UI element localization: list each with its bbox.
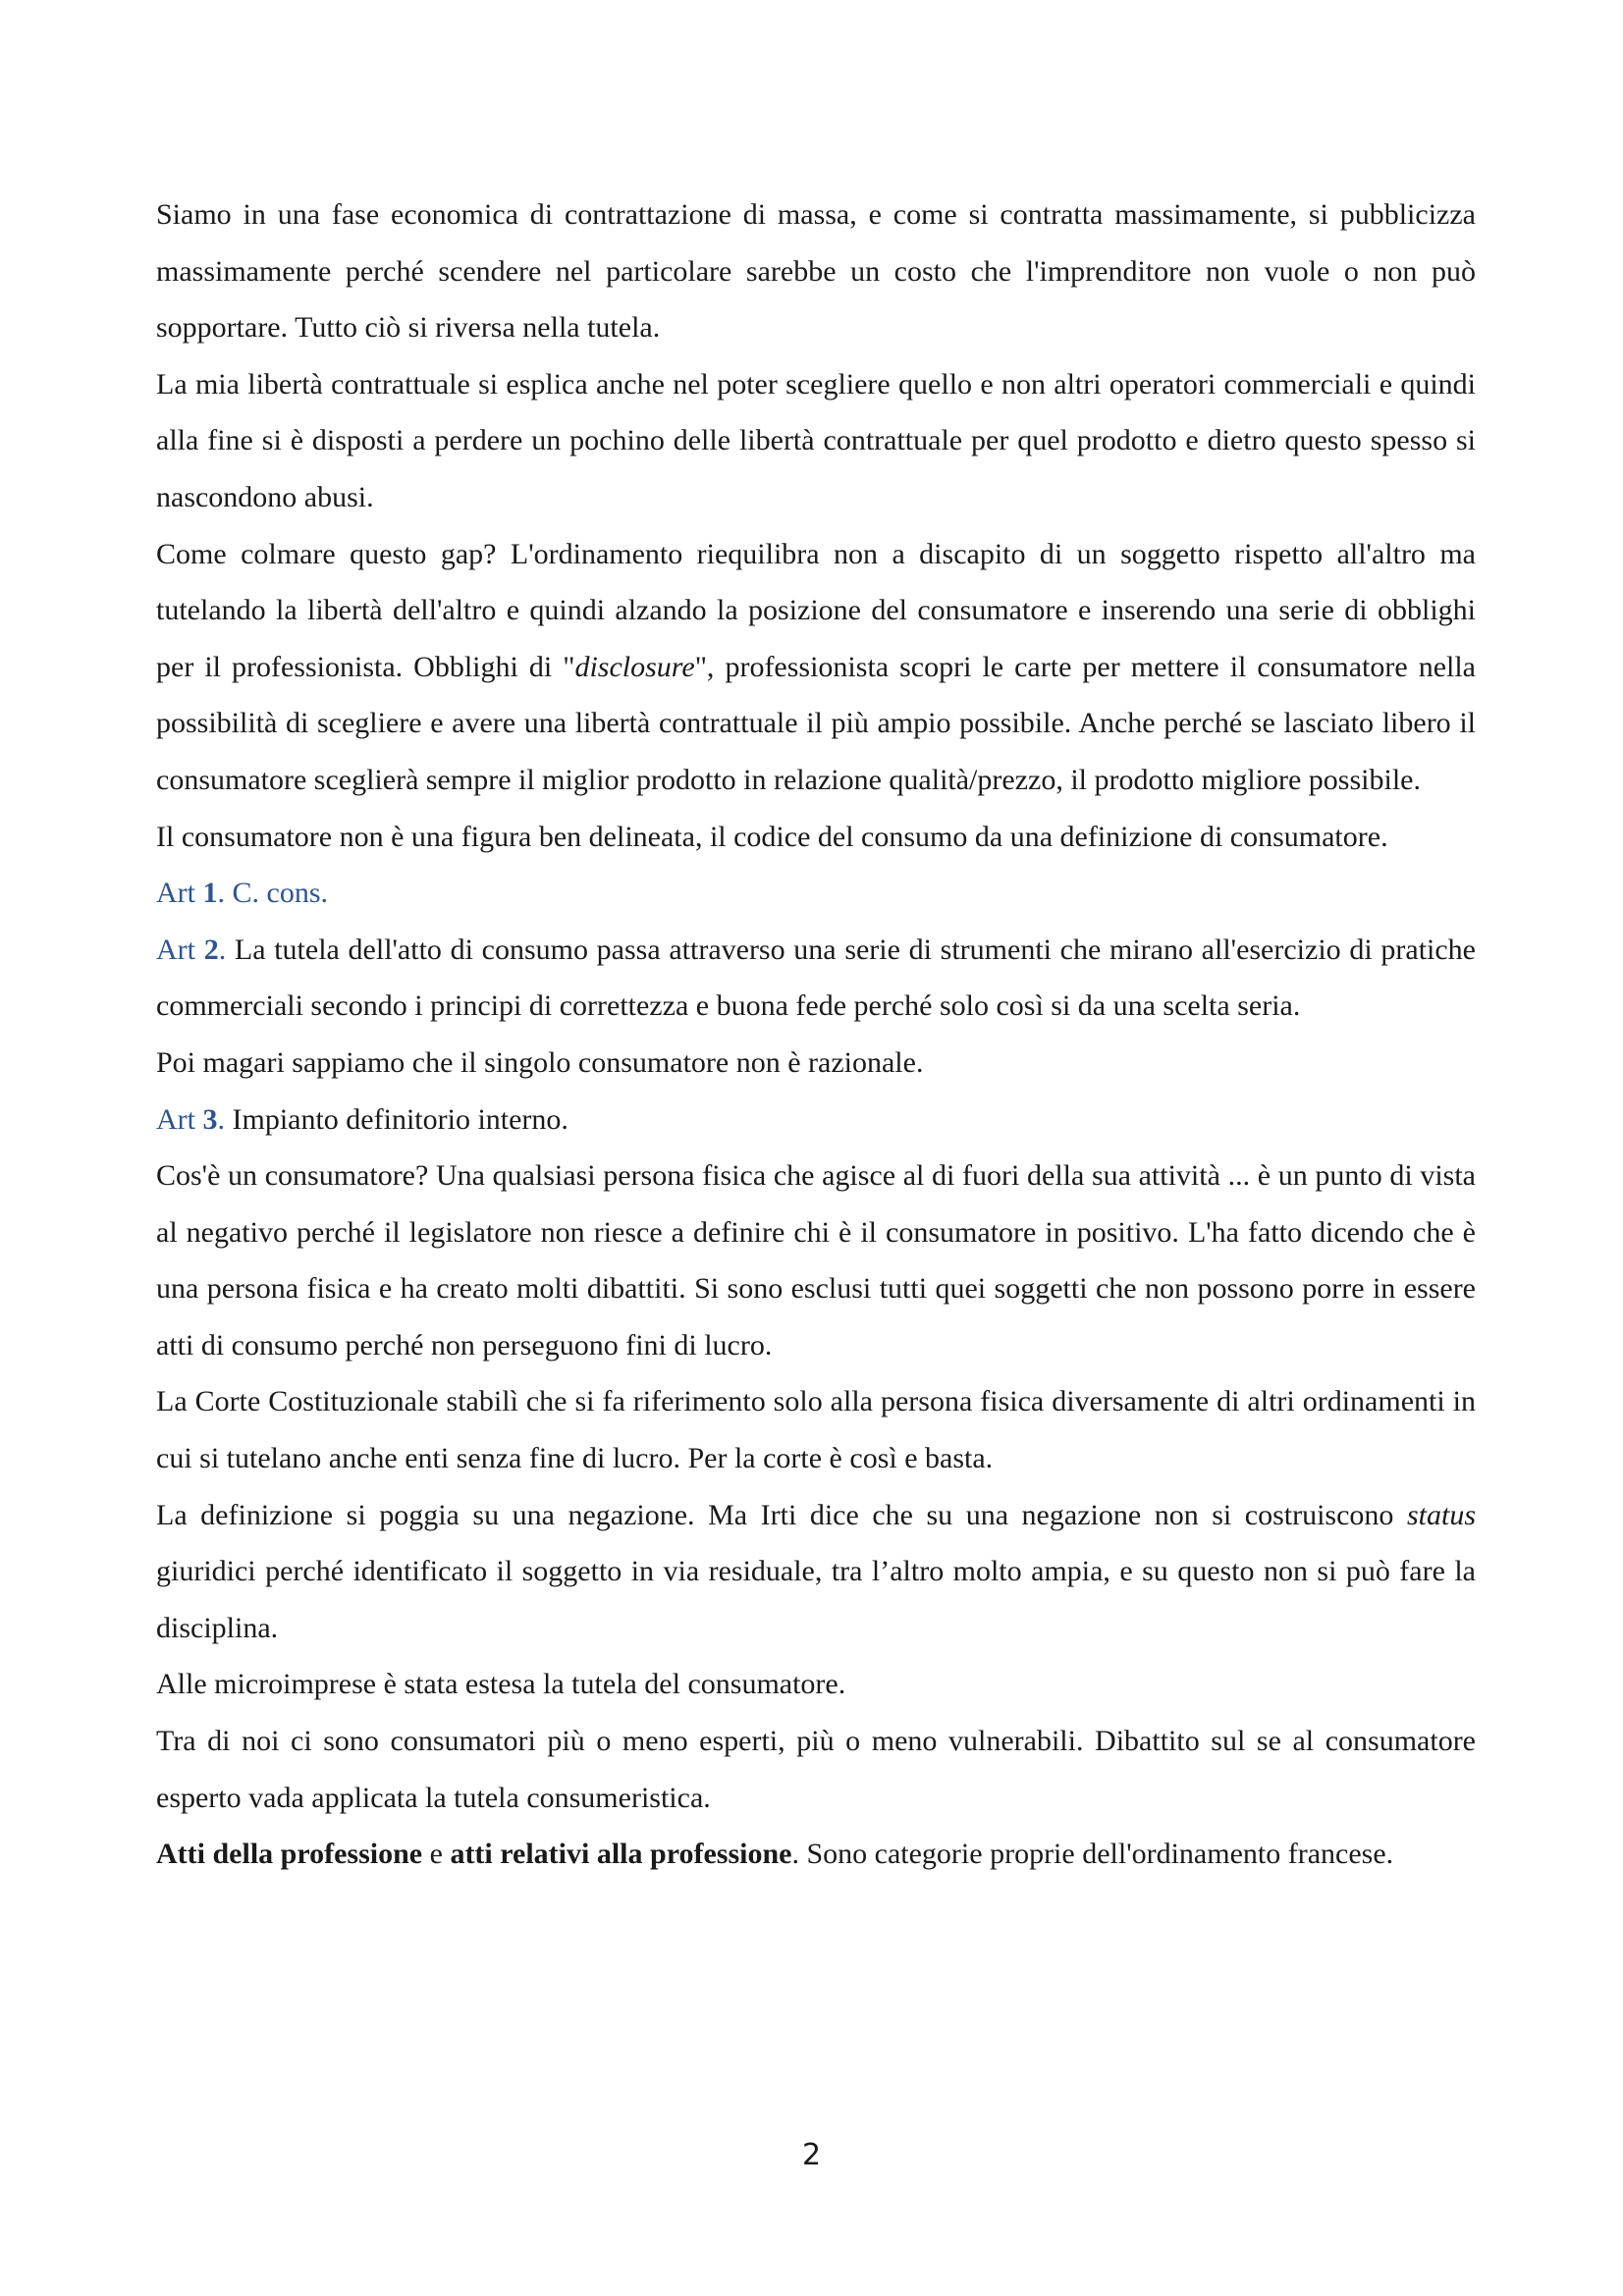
paragraph-text: Come colmare questo gap? L'ordinamento riequilibra non a discapito di un soggetto rispetto all'altro ma tutelando la libertà dell'altro e quindi alzando la posizione del consumatore e inserendo una serie di obblighi per il professionista. Obblighi di " <box>156 537 1476 683</box>
paragraph-text: e <box>422 1838 451 1871</box>
paragraph-text: Il consumatore non è una figura ben delineata, il codice del consumo da una definizione di consumatore. <box>156 820 1388 853</box>
bold-term-2: atti relativi alla professione <box>450 1838 792 1871</box>
paragraph-text: La mia libertà contrattuale si esplica anche nel poter scegliere quello e non altri operatori commerciali e quindi alla fine si è disposti a perdere un pochino delle libertà contrattuale per quel prodotto e dietro questo spesso si nascondono abusi. <box>156 367 1476 513</box>
paragraph-expert-consumers <box>156 1713 1476 1826</box>
article-3-dot: . <box>217 1102 225 1136</box>
paragraph-text: Cos'è un consumatore? Una qualsiasi persona fisica che agisce al di fuori della sua attività ... è un punto di vista al negativo perché il legislatore non riesce a definire chi è il consumatore in positivo. L'ha fatto dicendo che è una persona fisica e ha creato molti dibattiti. Si sono esclusi tutti quei soggetti che non possono porre in essere atti di consumo perché non perseguono fini di lucro. <box>156 1159 1476 1362</box>
paragraph-text: Siamo in una fase economica di contrattazione di massa, e come si contratta massimamente, si pubblicizza massimamente perché scendere nel particolare sarebbe un costo che l'imprenditore non vuole o non può sopportare. Tutto ciò si riversa nella tutela. <box>156 198 1476 345</box>
body-text <box>156 187 1476 1883</box>
article-1-number: 1 <box>202 877 218 910</box>
paragraph-text: . Sono categorie proprie dell'ordinamento francese. <box>791 1838 1394 1871</box>
disclosure-term: disclosure <box>574 650 695 683</box>
article-3-label: Art <box>156 1102 203 1136</box>
paragraph-text: La Corte Costituzionale stabilì che si fa riferimento solo alla persona fisica diversamente di altri ordinamenti in cui si tutelano anche enti senza fine di lucro. Per la corte è così e basta. <box>156 1385 1476 1475</box>
paragraph-constitutional-court <box>156 1373 1476 1486</box>
article-2-dot: . <box>218 933 227 966</box>
paragraph-gap <box>156 526 1476 809</box>
paragraph-text: Alle microimprese è stata estesa la tutela del consumatore. <box>156 1668 846 1701</box>
paragraph-mass-contracting <box>156 187 1476 356</box>
article-1-suffix: . C. cons. <box>217 877 328 910</box>
paragraph-text: La tutela dell'atto di consumo passa attraverso una serie di strumenti che mirano all'esercizio di pratiche commerciali secondo i principi di correttezza e buona fede perché solo così si da una scelta seria. <box>156 933 1476 1023</box>
paragraph-text: giuridici perché identificato il soggetto in via residuale, tra l’altro molto ampia, e su questo non si può fare la disciplina. <box>156 1555 1476 1644</box>
article-2-line <box>156 922 1476 1035</box>
article-2-number: 2 <box>203 933 219 966</box>
status-term: status <box>1406 1498 1476 1531</box>
paragraph-microenterprises <box>156 1656 1476 1713</box>
article-1-line <box>156 865 1476 922</box>
paragraph-consumer-definition <box>156 1148 1476 1373</box>
paragraph-rational-consumer <box>156 1035 1476 1092</box>
bold-term-1: Atti della professione <box>156 1838 423 1871</box>
paragraph-consumer-figure <box>156 809 1476 866</box>
paragraph-negation <box>156 1487 1476 1657</box>
paragraph-text: La definizione si poggia su una negazione. Ma Irti dice che su una negazione non si costruiscono <box>156 1498 1407 1531</box>
page-number: 2 <box>801 2138 822 2172</box>
paragraph-professional-acts <box>156 1826 1476 1883</box>
paragraph-contractual-freedom <box>156 356 1476 526</box>
paragraph-text: Impianto definitorio interno. <box>225 1102 568 1136</box>
article-3-line <box>156 1092 1476 1148</box>
paragraph-text: Poi magari sappiamo che il singolo consumatore non è razionale. <box>156 1045 924 1079</box>
article-1-label: Art <box>156 877 203 910</box>
article-3-number: 3 <box>202 1102 218 1136</box>
paragraph-text: Tra di noi ci sono consumatori più o meno esperti, più o meno vulnerabili. Dibattito sul se al consumatore esperto vada applicata la tutela consumeristica. <box>156 1725 1476 1814</box>
article-2-label: Art <box>156 933 204 966</box>
paragraph-text: ", professionista scopri le carte per mettere il consumatore nella possibilità di scegliere e avere una libertà contrattuale il più ampio possibile. Anche perché se lasciato libero il consumatore sceglierà sempre il miglior prodotto in relazione qualità/prezzo, il prodotto migliore possibile. <box>156 650 1476 796</box>
